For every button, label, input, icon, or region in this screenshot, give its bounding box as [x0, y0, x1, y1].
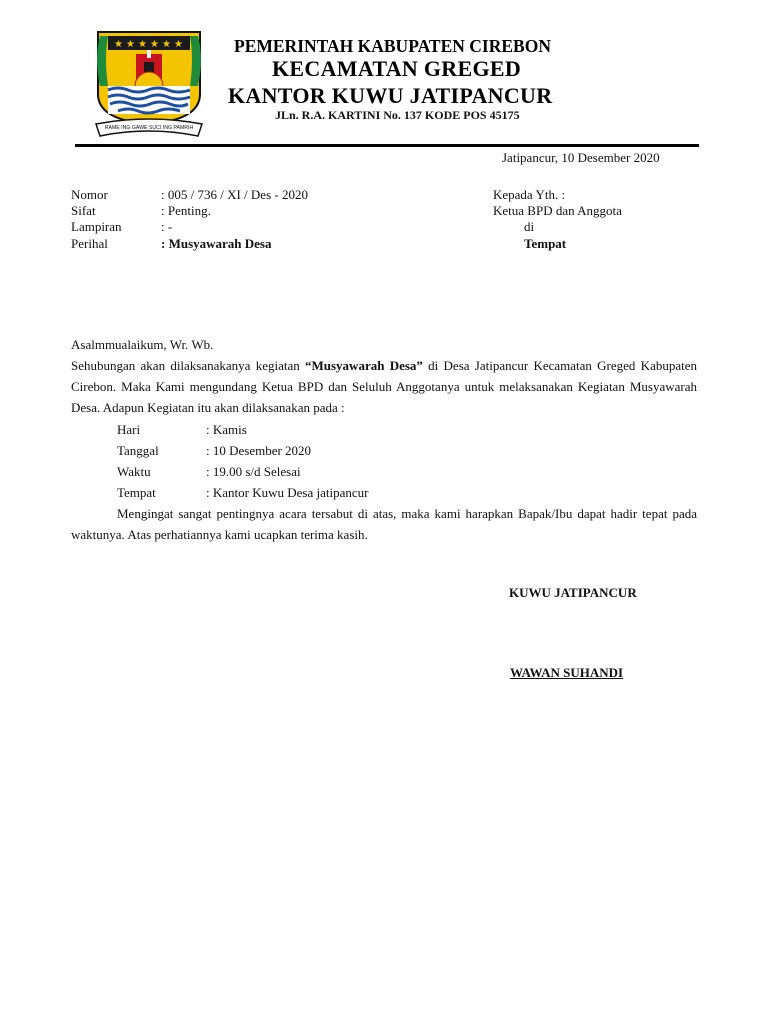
closing-text: Mengingat sangat pentingnya acara tersabut di atas, maka kami harapkan Bapak/Ibu dapat hadir tepat pada waktunya. Atas perhatiannya kami ucapkan terima kasih. [71, 506, 697, 542]
body-paragraph-intro [71, 355, 697, 418]
intro-event-name: “Musyawarah Desa” [305, 358, 423, 373]
meta-nomor-label: Nomor [71, 187, 108, 202]
greeting: Asalmmualaikum, Wr. Wb. [71, 337, 214, 352]
letterhead-address: JLn. R.A. KARTINI No. 137 KODE POS 45175 [275, 108, 520, 122]
svg-text:★: ★ [174, 39, 183, 50]
regency-emblem-logo [92, 28, 206, 140]
detail-label: Hari [117, 422, 141, 437]
svg-text:★: ★ [138, 39, 147, 50]
meta-sifat-value: : Penting. [161, 203, 211, 218]
detail-label: Waktu [117, 464, 151, 479]
meta-nomor-value: : 005 / 736 / XI / Des - 2020 [161, 187, 308, 202]
body-paragraph-closing [71, 503, 697, 545]
recipient-di: di [524, 219, 535, 234]
logo-motto-text: RAME ING GAWE SUCI ING PAMRIH [104, 125, 194, 131]
letterhead-divider [75, 144, 699, 147]
signature-name: WAWAN SUHANDI [510, 665, 624, 680]
intro-text-post: di Desa Jatipancur Kecamatan Greged Kabupaten Cirebon. Maka Kami mengundang Ketua BPD dan Seluluh Anggotanya untuk melaksanakan Kegiatan Musyawarah Desa. Adapun Kegiatan itu akan dilaksanakan pada : [71, 358, 697, 415]
meta-lampiran-value: : - [161, 219, 173, 234]
letterhead-government: PEMERINTAH KABUPATEN CIREBON [234, 36, 551, 56]
detail-waktu [117, 461, 301, 482]
signature-title: KUWU JATIPANCUR [509, 585, 637, 600]
intro-text-pre: Sehubungan akan dilaksanakanya kegiatan [71, 358, 305, 373]
detail-hari [117, 419, 247, 440]
detail-value: : 10 Desember 2020 [206, 443, 312, 458]
recipient-place: Tempat [524, 236, 567, 251]
recipient-salutation: Kepada Yth. : [493, 187, 566, 202]
svg-text:★: ★ [150, 39, 159, 50]
svg-text:★: ★ [114, 39, 123, 50]
detail-value: : Kantor Kuwu Desa jatipancur [206, 485, 369, 500]
meta-perihal-value: : Musyawarah Desa [161, 236, 272, 251]
detail-label: Tempat [117, 485, 156, 500]
meta-perihal-label: Perihal [71, 236, 108, 251]
detail-tanggal [117, 440, 311, 461]
svg-text:★: ★ [162, 39, 171, 50]
detail-value: : 19.00 s/d Selesai [206, 464, 301, 479]
detail-tempat [117, 482, 368, 503]
detail-value: : Kamis [206, 422, 247, 437]
meta-sifat-label: Sifat [71, 203, 96, 218]
letter-date: Jatipancur, 10 Desember 2020 [502, 150, 660, 165]
recipient-name: Ketua BPD dan Anggota [493, 203, 622, 218]
meta-lampiran-label: Lampiran [71, 219, 122, 234]
svg-text:★: ★ [126, 39, 135, 50]
letterhead-office: KANTOR KUWU JATIPANCUR [228, 83, 553, 108]
letterhead-district: KECAMATAN GREGED [272, 56, 522, 81]
detail-label: Tanggal [117, 443, 159, 458]
